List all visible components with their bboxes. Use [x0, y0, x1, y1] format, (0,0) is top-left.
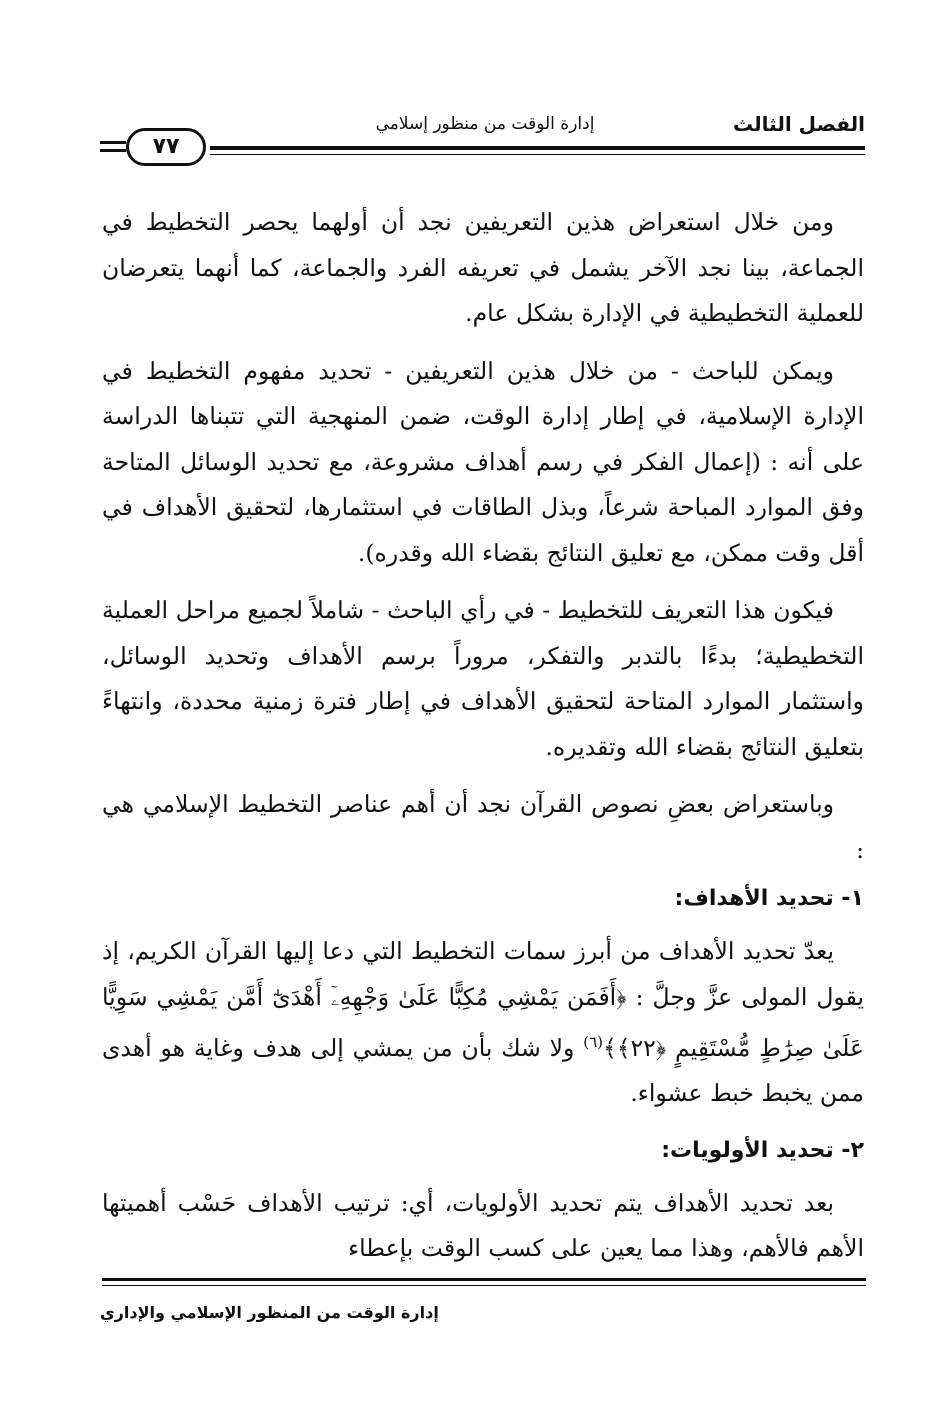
paragraph-5-end: ولا شك بأن من يمشي إلى هدف وغاية هو أهدى ممن يخبط خبط عشواء. [102, 1033, 864, 1108]
header-rule-left-bottom [100, 149, 126, 152]
section-heading-priorities: ٢- تحديد الأولويات: [661, 1137, 864, 1163]
chapter-title: الفصل الثالث [732, 112, 865, 136]
footnote-marker: (٦) [583, 1033, 603, 1051]
paragraph-4: وباستعراض بعضِ نصوص القرآن نجد أن أهم عناصر التخطيط الإسلامي هي : [102, 790, 864, 864]
page-body [102, 200, 864, 1284]
page-number: ٧٧ [152, 134, 180, 159]
paragraph-5-start: يعدّ تحديد الأهداف من أبرز سمات التخطيط التي دعا إليها القرآن الكريم، إذ يقول المولى عزَّ وجلَّ : [102, 937, 864, 1011]
page-header [100, 100, 865, 162]
quran-verse: ﴿أَفَمَن يَمْشِي مُكِبًّا عَلَىٰ وَجْهِهِۦٓ أَهْدَىٰٓ أَمَّن يَمْشِي سَوِيًّا عَلَىٰ صِرَٰطٍ مُّسْتَقِيمٍ ﴿٢٢﴾﴾ [102, 982, 865, 1062]
page-number-badge [126, 128, 206, 166]
header-rule-thin [210, 154, 865, 155]
header-rule-thick [210, 146, 865, 150]
paragraph-2: ويمكن للباحث - من خلال هذين التعريفين - تحديد مفهوم التخطيط في الإدارة الإسلامية، في إطار إدارة الوقت، ضمن المنهجية التي تتبناها الدراسة على أنه : (إعمال الفكر في رسم أهداف مشروعة، مع تحديد الوسائل المتاحة وفق الموارد المباحة شرعاً، وبذل الطاقات في استثمارها، لتحقيق الأهداف في أقل وقت ممكن، مع تعليق النتائج بقضاء الله وقدره). [102, 356, 864, 567]
section-heading-goals: ١- تحديد الأهداف: [674, 886, 864, 911]
footer-rule-thick [102, 1278, 866, 1281]
paragraph-3: فيكون هذا التعريف للتخطيط - في رأي الباحث - شاملاً لجميع مراحل العملية التخطيطية؛ بدءًا بالتدبر والتفكر، مروراً برسم الأهداف وتحديد الوسائل، واستثمار الموارد المتاحة لتحقيق الأهداف في إطار فترة زمنية محددة، وانتهاءً بتعليق النتائج بقضاء الله وتقديره. [102, 596, 864, 761]
footer-book-name: إدارة الوقت من المنظور الإسلامي والإداري [100, 1303, 439, 1322]
header-rule-left-top [100, 141, 126, 144]
paragraph-6: بعد تحديد الأهداف يتم تحديد الأولويات، أي: ترتيب الأهداف حَسْب أهميتها الأهم فالأهم، وهذا مما يعين على كسب الوقت بإعطاء [102, 1188, 864, 1263]
running-title: إدارة الوقت من منظور إسلامي [375, 114, 595, 134]
footer-rule-thin [102, 1285, 866, 1286]
paragraph-5 [102, 929, 864, 1117]
paragraph-1: ومن خلال استعراض هذين التعريفين نجد أن أولهما يحصر التخطيط في الجماعة، بينا نجد الآخر يشمل في تعريفه الفرد والجماعة، كما أنهما يتعرضان للعملية التخطيطية في الإدارة بشكل عام. [102, 208, 864, 327]
